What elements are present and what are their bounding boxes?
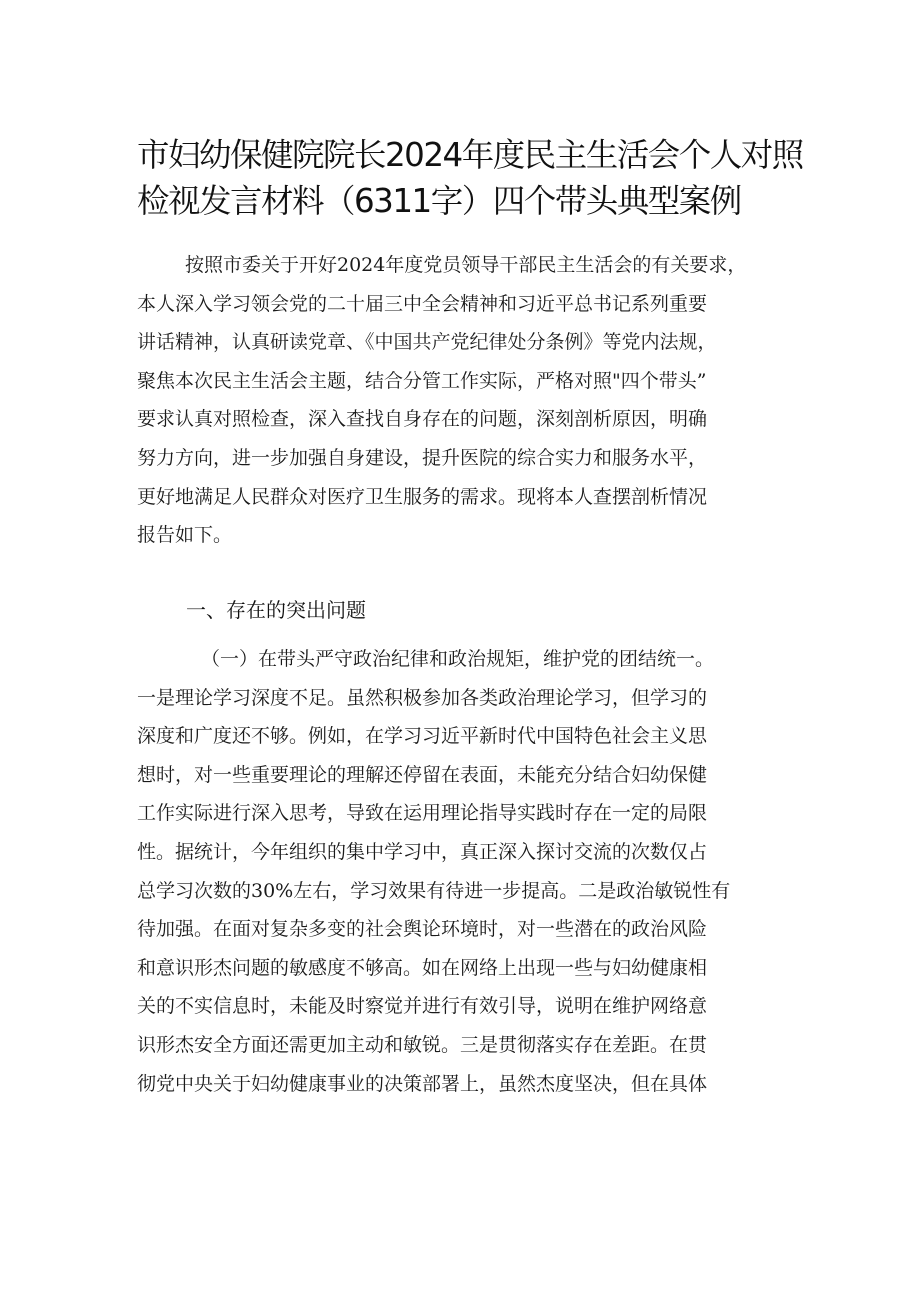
intro-line: 要求认真对照检查，深入查找自身存在的问题，深刻剖析原因，明确 (137, 408, 708, 431)
section-line: 深度和广度还不够。例如，在学习习近平新时代中国特色社会主义思 (137, 725, 708, 748)
intro-line: 讲话精神，认真研读党章、《中国共产党纪律处分条例》等党内法规， (137, 331, 717, 354)
title-line-2: 检视发言材料（6311字）四个带头典型案例 (137, 182, 741, 220)
intro-line: 聚焦本次民主生活会主题，结合分管工作实际，严格对照"四个带头” (137, 369, 707, 392)
intro-line: 报告如下。 (137, 524, 233, 547)
intro-paragraph (137, 246, 807, 555)
section-line: 识形杰安全方面还需更加主动和敏锐。三是贯彻落实存在差距。在贯 (137, 1033, 708, 1056)
intro-line: 努力方向，进一步加强自身建设，提升医院的综合实力和服务水平， (137, 446, 708, 469)
intro-line: 更好地满足人民群众对医疗卫生服务的需求。现将本人查摆剖析情况 (137, 485, 708, 508)
section-line: 和意识形杰问题的敏感度不够高。如在网络上出现一些与妇幼健康相 (137, 956, 708, 979)
section-line: 一是理论学习深度不足。虽然积极参加各类政治理论学习，但学习的 (137, 686, 708, 709)
section-line: 关的不实信息时，未能及时察觉并进行有效引导，说明在维护网络意 (137, 995, 708, 1018)
document-title (137, 132, 817, 224)
intro-line: 按照市委关于开好2024年度党员领导干部民主生活会的有关要求， (185, 254, 747, 276)
section-line: 工作实际进行深入思考，导致在运用理论指导实践时存在一定的局限 (137, 802, 708, 825)
section-line: （一）在带头严守政治纪律和政治规矩，维护党的团结统一。 (201, 648, 715, 670)
section-line: 彻党中央关于妇幼健康事业的决策部署上，虽然杰度坚决，但在具体 (137, 1072, 708, 1095)
section-line: 想时，对一些重要理论的理解还停留在表面，未能充分结合妇幼保健 (137, 763, 708, 786)
intro-line: 本人深入学习领会党的二十届三中全会精神和习近平总书记系列重要 (137, 292, 708, 315)
section-line: 总学习次数的30%左右，学习效果有待进一步提高。二是政治敏锐性有 (137, 879, 731, 902)
title-line-1: 市妇幼保健院院长2024年度民主生活会个人对照 (137, 136, 803, 174)
section-paragraph (137, 640, 807, 1103)
section-heading: 一、存在的突出问题 (186, 598, 366, 622)
section-line: 性。据统计，今年组织的集中学习中，真正深入探讨交流的次数仅占 (137, 840, 708, 863)
section-line: 待加强。在面对复杂多变的社会舆论环境时，对一些潜在的政治风险 (137, 918, 708, 941)
